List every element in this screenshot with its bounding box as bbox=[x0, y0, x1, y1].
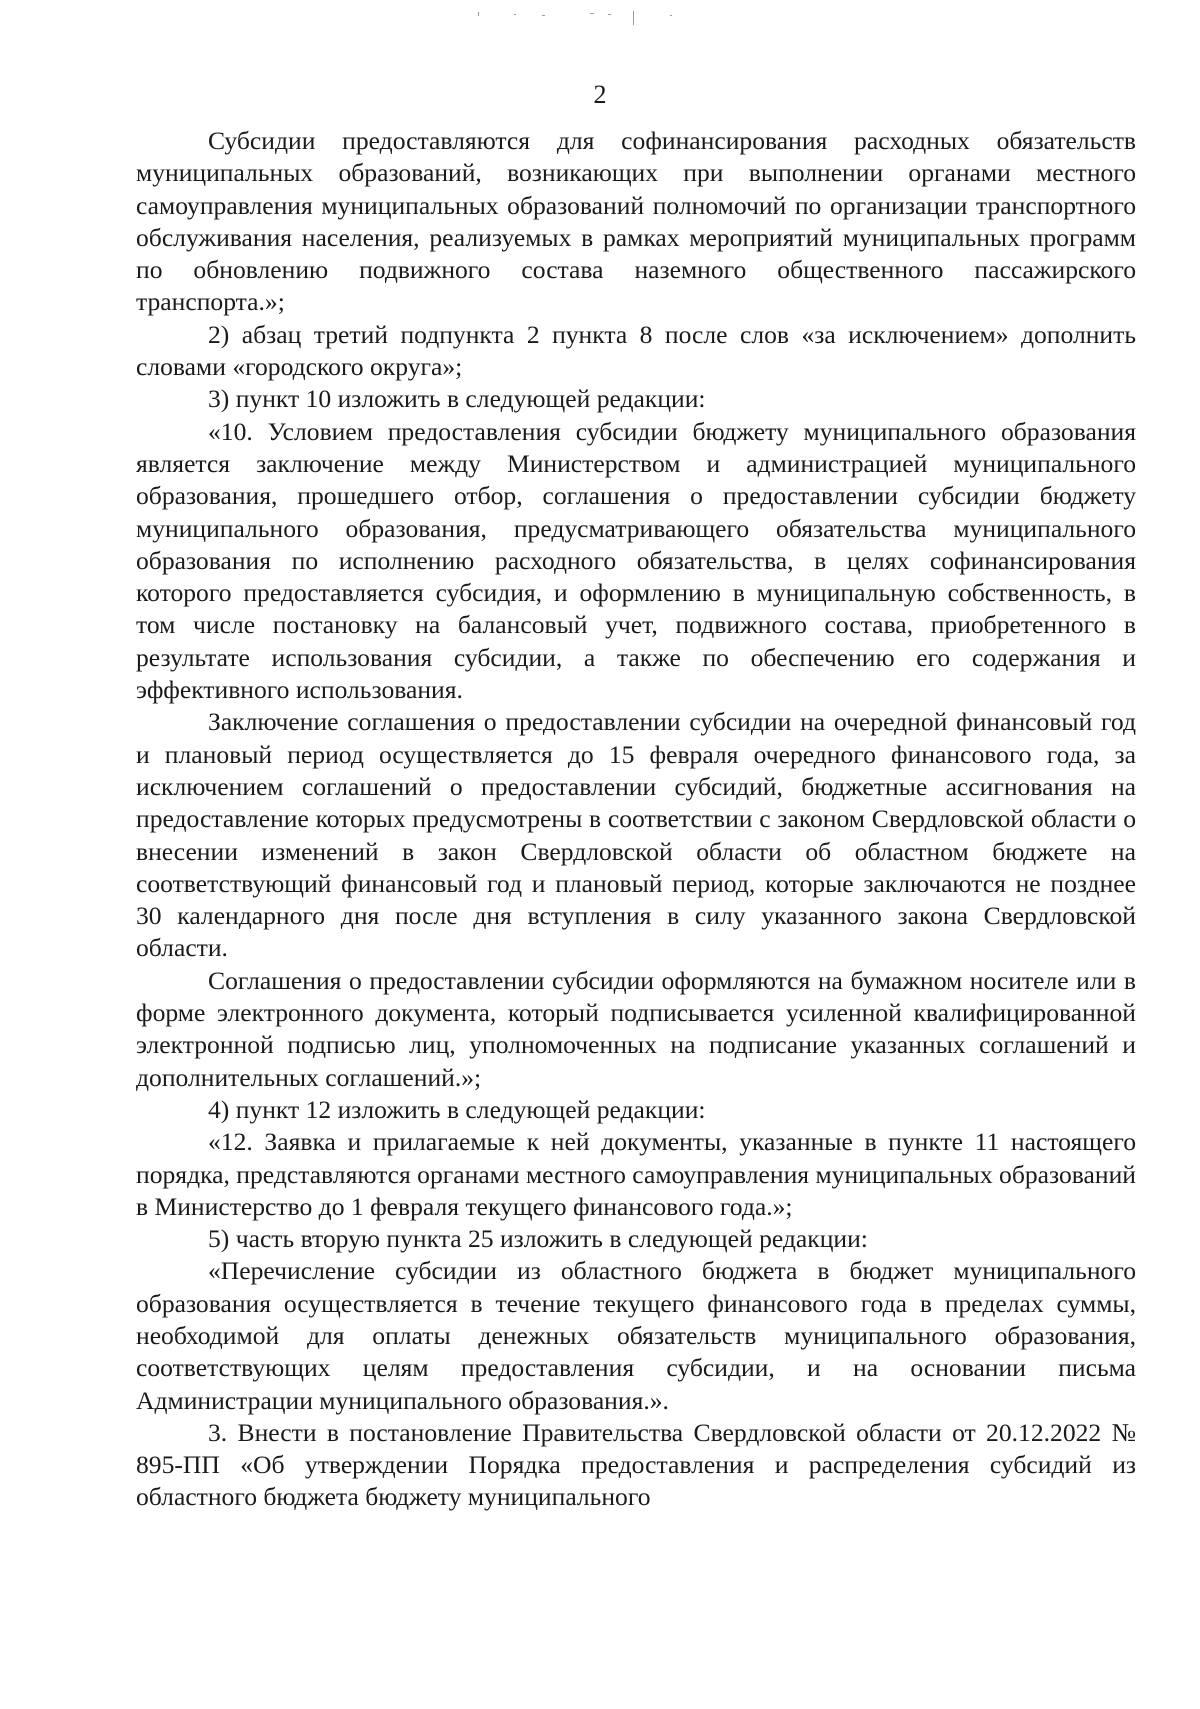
paragraph: 3) пункт 10 изложить в следующей редакции: bbox=[208, 384, 706, 414]
paragraph: «12. Заявка и прилагаемые к ней документы, указанные в пункте 11 настоящего порядка, представляются органами местного самоуправления муниципальных образований в Министерство до 1 февраля текущего финансового года.»; bbox=[136, 1127, 1136, 1221]
paragraph: «10. Условием предоставления субсидии бюджету муниципального образования является заключение между Министерством и администрацией муниципального образования, прошедшего отбор, соглашения о предоставлении субсидии бюджету муниципального образования, предусматривающего обязательства муниципального образования по исполнению расходного обязательства, в целях софинансирования которого предоставляется субсидия, и оформлению в муниципальную собственность, в том числе постановку на балансовый учет, подвижного состава, приобретенного в результате использования субсидии, а также по обеспечению его содержания и эффективного использования. bbox=[136, 416, 1136, 705]
scan-artifact-marks bbox=[470, 6, 770, 36]
paragraph: 4) пункт 12 изложить в следующей редакции: bbox=[208, 1094, 706, 1124]
paragraph: 5) часть вторую пункта 25 изложить в следующей редакции: bbox=[208, 1224, 868, 1254]
paragraph: «Перечисление субсидии из областного бюджета в бюджет муниципального образования осуществляется в течение текущего финансового года в пределах суммы, необходимой для оплаты денежных обязательств муниципального образования, соответствующих целям предоставления субсидии, и на основании письма Администрации муниципального образования.». bbox=[136, 1256, 1136, 1415]
paragraph: Заключение соглашения о предоставлении субсидии на очередной финансовый год и плановый период осуществляется до 15 февраля очередного финансового года, за исключением соглашений о предоставлении субсидий, бюджетные ассигнования на предоставление которых предусмотрены в соответствии с законом Свердловской области о внесении изменений в закон Свердловской области об областном бюджете на соответствующий финансовый год и плановый период, которые заключаются не позднее 30 календарного дня после дня вступления в силу указанного закона Свердловской области. bbox=[136, 707, 1136, 963]
paragraph: 3. Внести в постановление Правительства Свердловской области от 20.12.2022 № 895-ПП «Об утверждении Порядка предоставления и распределения субсидий из областного бюджета бюджету муниципального bbox=[136, 1417, 1136, 1512]
document-body bbox=[136, 125, 1136, 1514]
page-number: 2 bbox=[593, 80, 607, 109]
paragraph: Соглашения о предоставлении субсидии оформляются на бумажном носителе или в форме электронного документа, который подписывается усиленной квалифицированной электронной подписью лиц, уполномоченных на подписание указанных соглашений и дополнительных соглашений.»; bbox=[136, 965, 1136, 1092]
paragraph: Субсидии предоставляются для софинансирования расходных обязательств муниципальных образований, возникающих при выполнении органами местного самоуправления муниципальных образований полномочий по организации транспортного обслуживания населения, реализуемых в рамках мероприятий муниципальных программ по обновлению подвижного состава наземного общественного пассажирского транспорта.»; bbox=[136, 126, 1136, 317]
paragraph: 2) абзац третий подпункта 2 пункта 8 после слов «за исключением» дополнить словами «городского округа»; bbox=[136, 319, 1136, 382]
